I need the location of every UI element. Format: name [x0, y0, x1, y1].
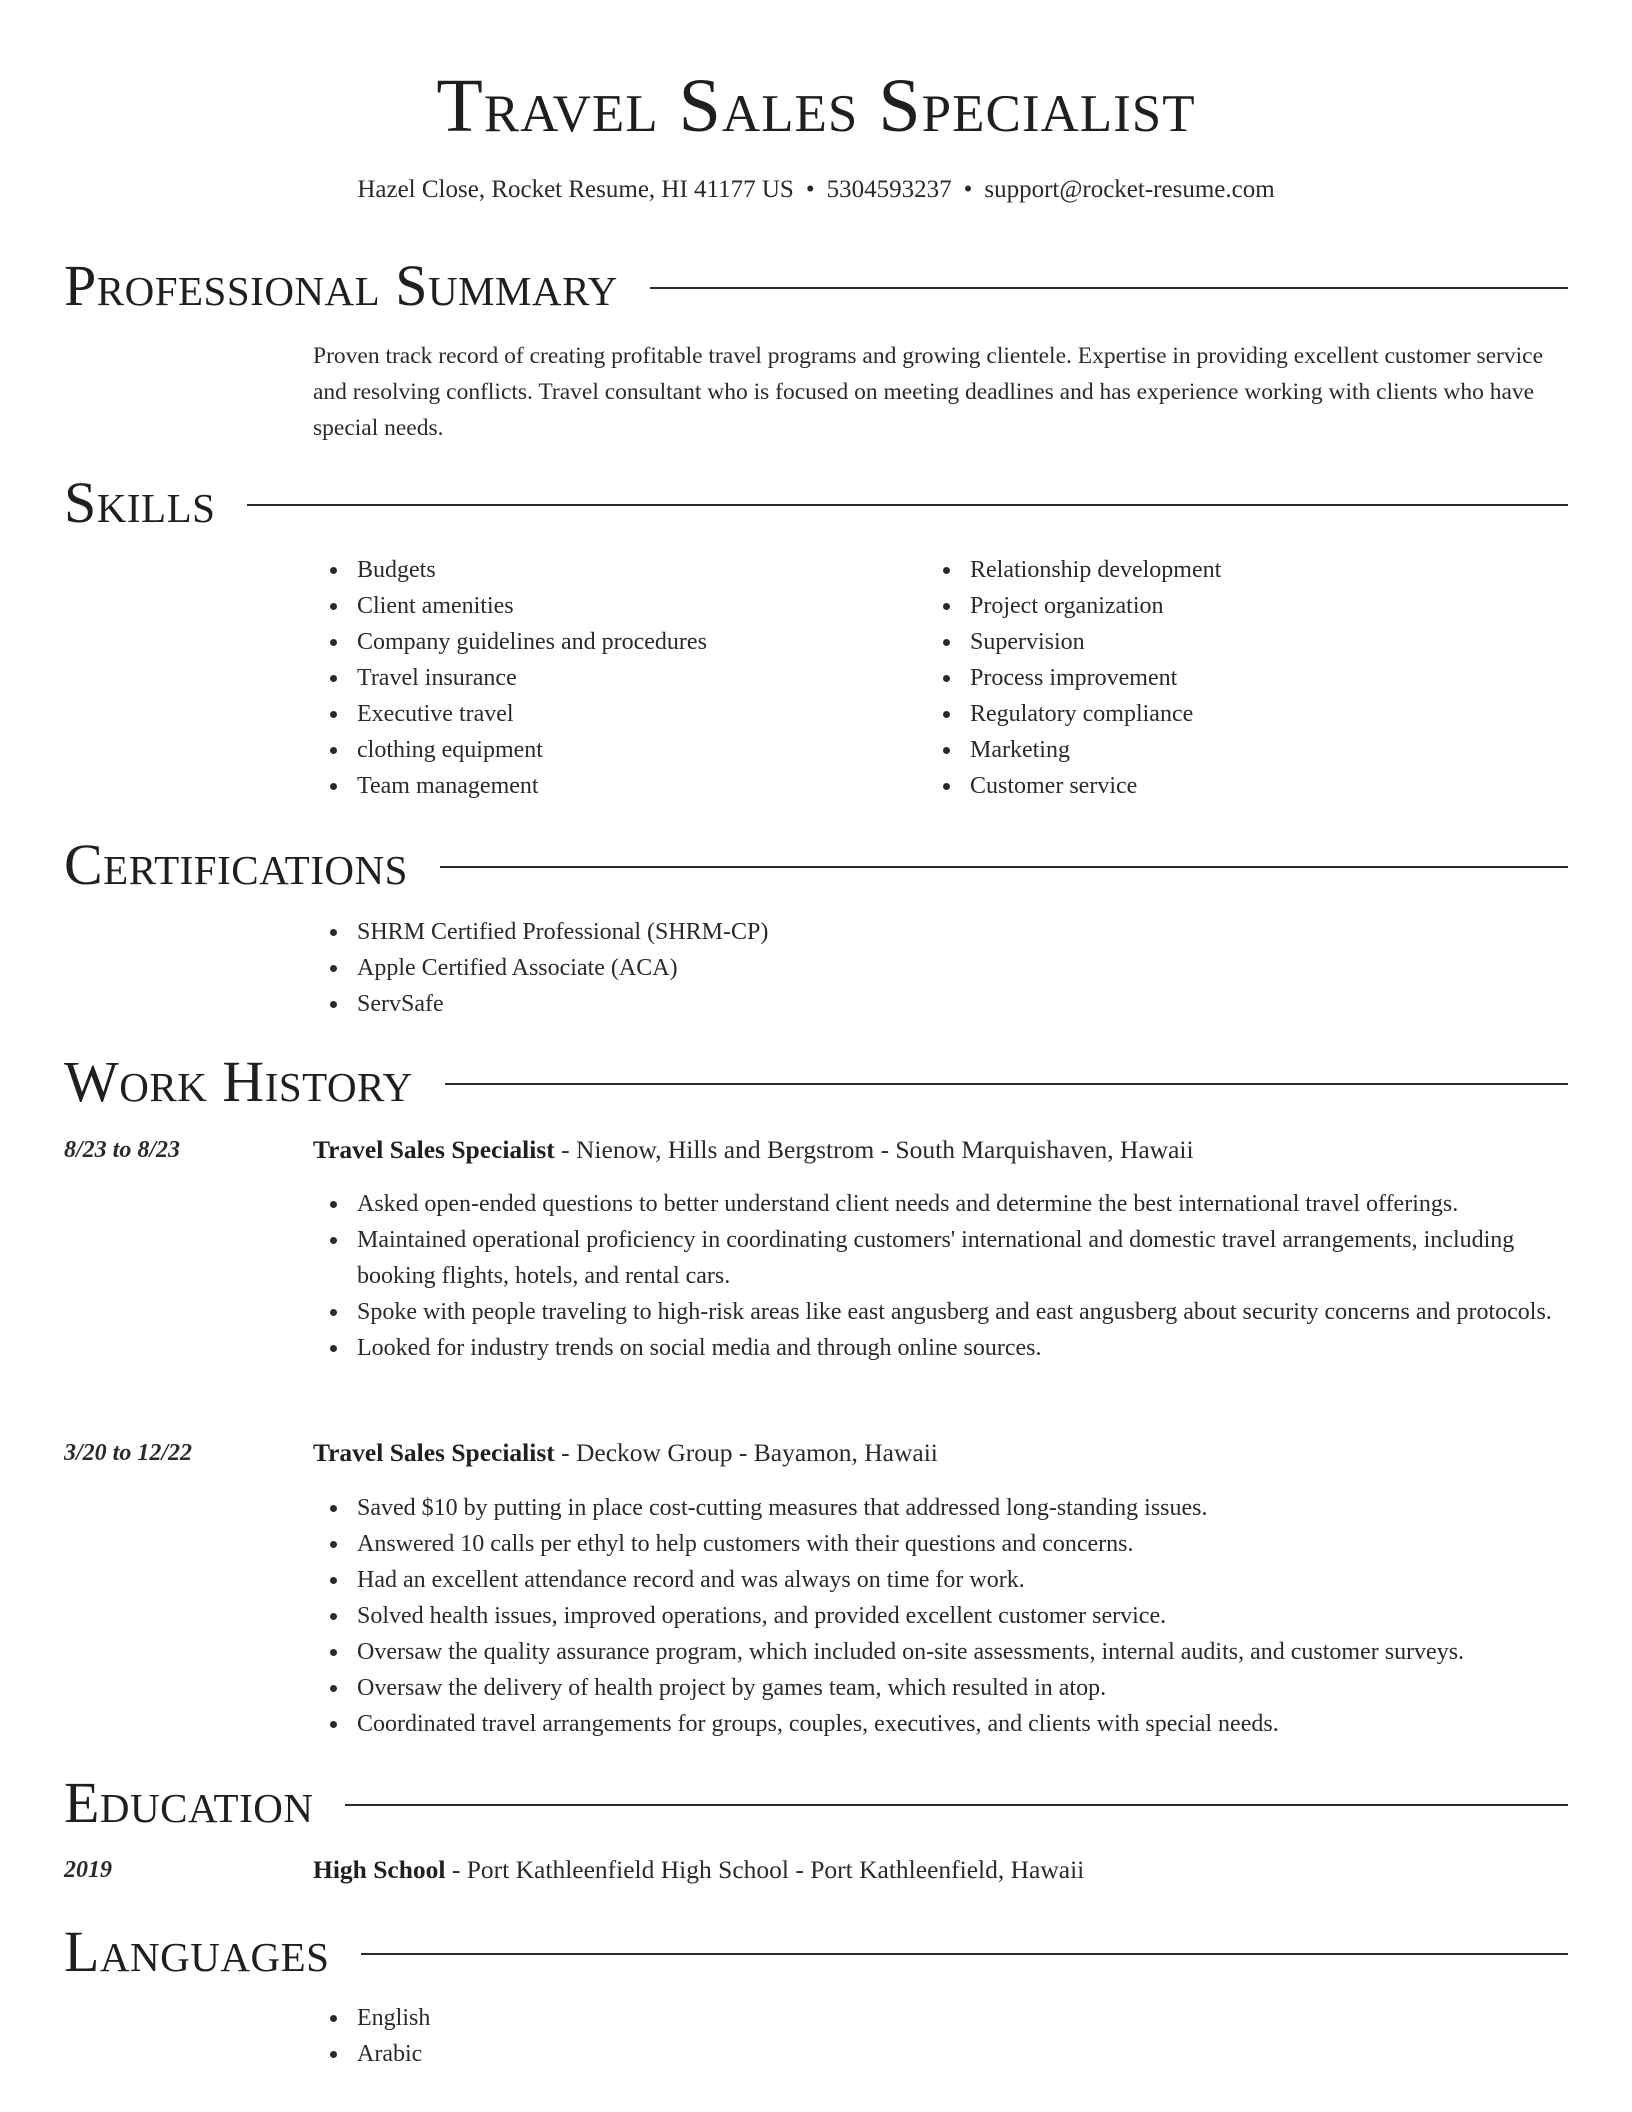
education-degree: High School: [313, 1855, 446, 1884]
section-title-work: Work History: [64, 1049, 413, 1114]
skills-list-right: [926, 552, 1526, 804]
contact-address: Hazel Close, Rocket Resume, HI 41177 US: [357, 176, 794, 203]
section-divider: [440, 866, 1568, 868]
job-employer: - Nienow, Hills and Bergstrom - South Marquishaven, Hawaii: [554, 1135, 1194, 1164]
job-bullets: [313, 1490, 1568, 1742]
job-title: Travel Sales Specialist: [313, 1438, 555, 1467]
skill-item: Regulatory compliance: [926, 696, 1526, 732]
work-section-header: [64, 1047, 1568, 1117]
education-heading: [313, 1852, 1568, 1888]
education-year: 2019: [64, 1857, 112, 1883]
section-title-summary: Professional Summary: [64, 253, 618, 318]
job-bullet: Answered 10 calls per ethyl to help customers with their questions and concerns.: [313, 1526, 1568, 1562]
job-employer: - Deckow Group - Bayamon, Hawaii: [554, 1438, 938, 1467]
certification-item: ServSafe: [313, 986, 1513, 1022]
job-bullet: Oversaw the delivery of health project by games team, which resulted in atop.: [313, 1670, 1568, 1706]
section-title-certifications: Certifications: [64, 832, 408, 897]
summary-section-header: [64, 251, 1568, 321]
contact-separator: •: [805, 176, 815, 203]
job-heading: [313, 1132, 1568, 1168]
skill-item: clothing equipment: [313, 732, 893, 768]
section-title-languages: Languages: [64, 1919, 330, 1984]
contact-separator: •: [963, 176, 973, 203]
education-section-header: [64, 1768, 1568, 1838]
contact-email[interactable]: support@rocket-resume.com: [984, 176, 1275, 203]
skill-item: Project organization: [926, 588, 1526, 624]
job-bullets: [313, 1186, 1568, 1366]
job-bullet: Had an excellent attendance record and was always on time for work.: [313, 1562, 1568, 1598]
contact-line: [0, 172, 1632, 208]
skill-item: Process improvement: [926, 660, 1526, 696]
education-school: - Port Kathleenfield High School - Port Kathleenfield, Hawaii: [445, 1855, 1085, 1884]
job-heading: [313, 1435, 1568, 1471]
skill-item: Travel insurance: [313, 660, 893, 696]
skill-item: Relationship development: [926, 552, 1526, 588]
job-bullet: Saved $10 by putting in place cost-cutting measures that addressed long-standing issues.: [313, 1490, 1568, 1526]
job-bullet: Asked open-ended questions to better understand client needs and determine the best international travel offerings.: [313, 1186, 1568, 1222]
skill-item: Budgets: [313, 552, 893, 588]
language-item: English: [313, 2000, 913, 2036]
section-divider: [361, 1953, 1568, 1955]
skill-item: Executive travel: [313, 696, 893, 732]
job-title: Travel Sales Specialist: [313, 1135, 555, 1164]
job-bullet: Spoke with people traveling to high-risk areas like east angusberg and east angusberg about security concerns and protocols.: [313, 1294, 1568, 1330]
certifications-list: [313, 914, 1513, 1022]
languages-section-header: [64, 1917, 1568, 1987]
skill-item: Team management: [313, 768, 893, 804]
job-bullet: Solved health issues, improved operations, and provided excellent customer service.: [313, 1598, 1568, 1634]
skill-item: Company guidelines and procedures: [313, 624, 893, 660]
skills-section-header: [64, 468, 1568, 538]
section-divider: [650, 287, 1568, 289]
section-divider: [445, 1083, 1568, 1085]
certification-item: Apple Certified Associate (ACA): [313, 950, 1513, 986]
certification-item: SHRM Certified Professional (SHRM-CP): [313, 914, 1513, 950]
summary-text: Proven track record of creating profitable travel programs and growing clientele. Expertise in providing excellent customer service and resolving conflicts. Travel consultant who is focused on meeting deadlines and has experience working with clients who have special needs.: [313, 343, 1544, 441]
languages-list: [313, 2000, 913, 2072]
job-bullet: Oversaw the quality assurance program, which included on-site assessments, internal audits, and customer surveys.: [313, 1634, 1568, 1670]
section-title-education: Education: [64, 1770, 314, 1835]
skills-list-left: [313, 552, 893, 804]
skill-item: Client amenities: [313, 588, 893, 624]
certifications-section-header: [64, 830, 1568, 900]
section-divider: [345, 1804, 1568, 1806]
job-bullet: Coordinated travel arrangements for groups, couples, executives, and clients with special needs.: [313, 1706, 1568, 1742]
skill-item: Supervision: [926, 624, 1526, 660]
resume-title: Travel Sales Specialist: [436, 64, 1196, 148]
skill-item: Marketing: [926, 732, 1526, 768]
contact-phone: 5304593237: [826, 176, 952, 203]
section-title-skills: Skills: [64, 470, 216, 535]
job-dates: 8/23 to 8/23: [64, 1137, 181, 1163]
skill-item: Customer service: [926, 768, 1526, 804]
section-divider: [247, 504, 1568, 506]
job-bullet: Maintained operational proficiency in coordinating customers' international and domestic travel arrangements, including booking flights, hotels, and rental cars.: [313, 1222, 1568, 1294]
job-bullet: Looked for industry trends on social media and through online sources.: [313, 1330, 1568, 1366]
job-dates: 3/20 to 12/22: [64, 1440, 193, 1466]
language-item: Arabic: [313, 2036, 913, 2072]
